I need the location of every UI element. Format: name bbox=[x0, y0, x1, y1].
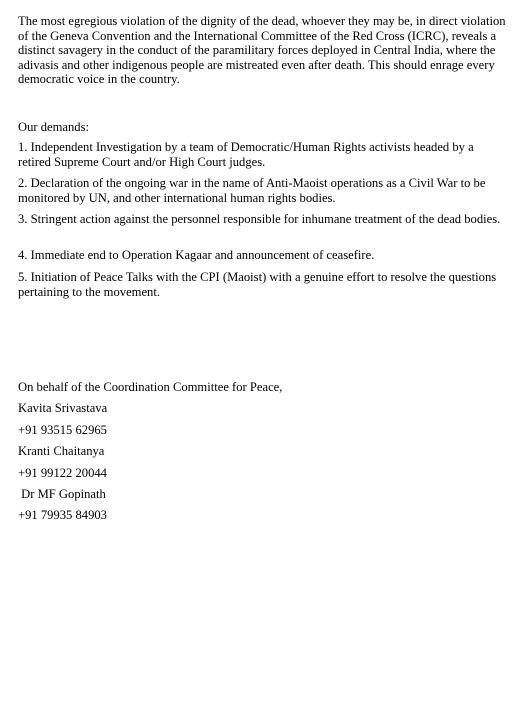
demand-item-3: 3. Stringent action against the personnel responsible for inhumane treatment of the dead bodies. bbox=[18, 212, 501, 226]
signatory-phone-1: +91 93515 62965 bbox=[18, 422, 107, 437]
demands-list bbox=[18, 140, 508, 306]
demand-item-1: 1. Independent Investigation by a team of Democratic/Human Rights activists headed by a retired Supreme Court and/or High Court judges. bbox=[18, 140, 474, 169]
signatory-phone-3: +91 79935 84903 bbox=[18, 507, 107, 522]
intro-paragraph: The most egregious violation of the dignity of the dead, whoever they may be, in direct violation of the Geneva Convention and the International Committee of the Red Cross (ICRC), reveals a distinct savagery in the conduct of the paramilitary forces deployed in Central India, where the adivasis and other indigenous people are mistreated even after death. This should enrage every democratic voice in the country. bbox=[18, 14, 506, 87]
demand-item-5: 5. Initiation of Peace Talks with the CPI (Maoist) with a genuine effort to resolve the questions pertaining to the movement. bbox=[18, 270, 497, 299]
demand-item-2: 2. Declaration of the ongoing war in the name of Anti-Maoist operations as a Civil War to be monitored by UN, and other international human rights bodies. bbox=[18, 176, 486, 205]
signatory-name-1: Kavita Srivastava bbox=[18, 400, 108, 415]
demand-item-4: 4. Immediate end to Operation Kagaar and announcement of ceasefire. bbox=[18, 248, 375, 262]
signatory-phone-2: +91 99122 20044 bbox=[18, 465, 107, 480]
demands-heading: Our demands: bbox=[18, 120, 89, 134]
signatory-name-2: Kranti Chaitanya bbox=[18, 443, 105, 458]
on-behalf-line: On behalf of the Coordination Committee for Peace, bbox=[18, 379, 283, 394]
signatory-name-3: Dr MF Gopinath bbox=[18, 486, 106, 501]
document-page bbox=[18, 14, 508, 522]
